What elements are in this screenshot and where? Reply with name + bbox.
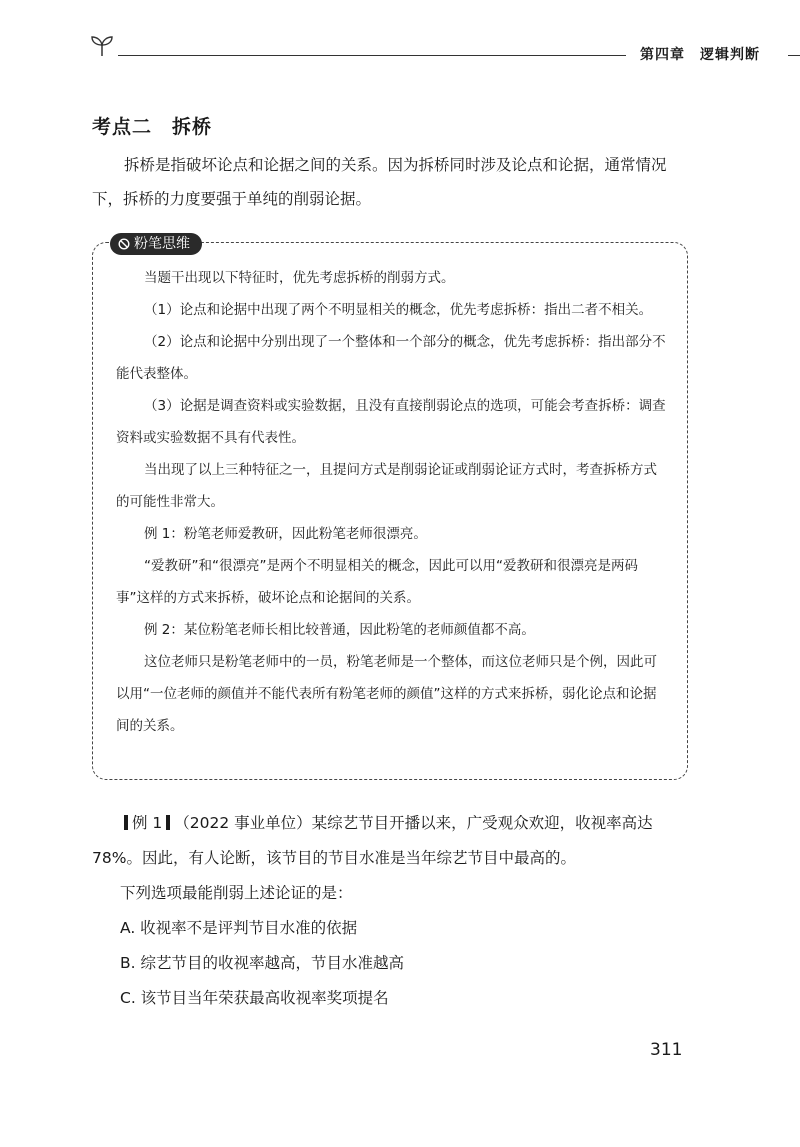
thinking-box-badge bbox=[110, 233, 202, 255]
thinking-box-body bbox=[116, 262, 666, 742]
box-paragraph: 例 2：某位粉笔老师长相比较普通，因此粉笔的老师颜值都不高。 bbox=[144, 622, 535, 638]
running-header bbox=[88, 28, 778, 68]
option-a: A. 收视率不是评判节目水准的依据 bbox=[120, 919, 358, 937]
box-paragraph: 当出现了以上三种特征之一，且提问方式是削弱论证或削弱论证方式时，考查拆桥方式的可能性非常大。 bbox=[116, 462, 657, 510]
option-c: C. 该节目当年荣获最高收视率奖项提名 bbox=[120, 989, 389, 1007]
sprout-icon bbox=[88, 34, 116, 58]
prohibit-icon bbox=[118, 238, 130, 250]
box-paragraph: 当题干出现以下特征时，优先考虑拆桥的削弱方式。 bbox=[144, 270, 455, 286]
chapter-title: 第四章 逻辑判断 bbox=[640, 47, 760, 63]
question-stem-line bbox=[92, 806, 694, 876]
question-source: （2022 事业单位） bbox=[174, 814, 312, 832]
box-paragraph: （2）论点和论据中分别出现了一个整体和一个部分的概念，优先考虑拆桥：指出部分不能代表整体。 bbox=[116, 334, 666, 382]
question-label: 例 1 bbox=[132, 814, 163, 832]
header-rule-left bbox=[118, 55, 626, 56]
question-prompt: 下列选项最能削弱上述论证的是： bbox=[120, 884, 353, 902]
box-paragraph: 例 1：粉笔老师爱教研，因此粉笔老师很漂亮。 bbox=[144, 526, 427, 542]
box-paragraph: “爱教研”和“很漂亮”是两个不明显相关的概念，因此可以用“爱教研和很漂亮是两码事”这样的方式来拆桥，破坏论点和论据间的关系。 bbox=[116, 558, 638, 606]
section-intro: 拆桥是指破坏论点和论据之间的关系。因为拆桥同时涉及论点和论据，通常情况下，拆桥的力度要强于单纯的削弱论据。 bbox=[92, 156, 667, 208]
thinking-box-title: 粉笔思维 bbox=[134, 236, 190, 252]
box-paragraph: （3）论据是调查资料或实验数据，且没有直接削弱论点的选项，可能会考查拆桥：调查资料或实验数据不具有代表性。 bbox=[116, 398, 666, 446]
label-bar-left bbox=[124, 815, 128, 830]
page-number: 311 bbox=[650, 1040, 683, 1060]
header-rule-right bbox=[788, 55, 800, 56]
box-paragraph: （1）论点和论据中出现了两个不明显相关的概念，优先考虑拆桥：指出二者不相关。 bbox=[144, 302, 653, 318]
label-bar-right bbox=[166, 815, 170, 830]
section-title: 考点二 拆桥 bbox=[92, 116, 213, 138]
question-stem: 某综艺节目开播以来，广受观众欢迎，收视率高达 78%。因此，有人论断，该节目的节目水准是当年综艺节目中最高的。 bbox=[92, 814, 653, 867]
example-question bbox=[92, 806, 694, 1016]
box-paragraph: 这位老师只是粉笔老师中的一员，粉笔老师是一个整体，而这位老师只是个例，因此可以用“一位老师的颜值并不能代表所有粉笔老师的颜值”这样的方式来拆桥，弱化论点和论据间的关系。 bbox=[116, 654, 657, 734]
option-b: B. 综艺节目的收视率越高，节目水准越高 bbox=[120, 954, 404, 972]
